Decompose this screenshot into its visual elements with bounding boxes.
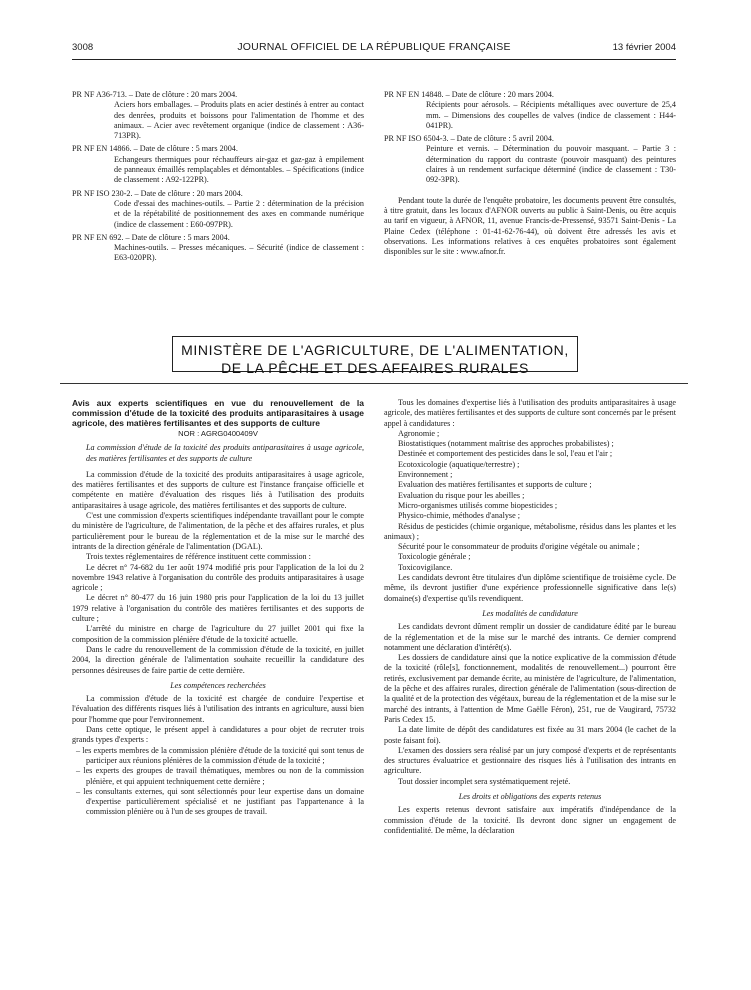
consultation-paragraph: Pendant toute la durée de l'enquête probatoire, les documents peuvent être consultés, à titre gratuit, dans les locaux d'AFNOR ouverts au public à Saint-Denis, ou être acquis au tarif en vigueur, à AFNOR, 11, avenue Francis-de-Pressensé, 93571 Saint-Denis - La Plaine Cedex (téléphone : 01-41-62-76-44), où doivent être adressés les avis et observations. Les informations relatives à ces enquêtes probatoires sont également disponibles sur le site : www.afnor.fr. [384,195,676,257]
domain-item: Biostatistiques (notamment maîtrise des approches probabilistes) ; [398,439,614,449]
body-paragraph: Tout dossier incomplet sera systématiquement rejeté. [398,776,571,786]
standard-entry-head: PR NF A36-713. – Date de clôture : 20 mars 2004. [72,90,238,99]
issue-date: 13 février 2004 [612,42,676,53]
body-paragraph: Dans cette optique, le présent appel à candidatures a pour objet de recruter trois grands types d'experts : [72,725,364,745]
standard-entry-head: PR NF EN 14848. – Date de clôture : 20 mars 2004. [384,90,554,99]
body-paragraph: Les dossiers de candidature ainsi que la notice explicative de la commission d'étude de la toxicité (rôle[s], fonctionnement, modalités de renouvellement...) pourront être retirés, exclusivement par demande écrite, au ministère de l'agriculture, de l'alimentation, de la pêche et des affaires rurales, direction générale de l'alimentation (sous-direction de la qualité et de la protection des végétaux, bureau de la réglementation et de la mise sur le marché des intrants, à l'attention de Mme Gaëlle Féron), 251, rue de Vaugirard, 75732 Paris Cedex 15. [384,653,676,724]
standard-entry-head: PR NF EN 14866. – Date de clôture : 5 mars 2004. [72,144,238,154]
domain-item: Physico-chimie, méthodes d'analyse ; [398,511,520,521]
standard-entry-body: Echangeurs thermiques pour réchauffeurs air-gaz et gaz-gaz à empilement de panneaux émaillés remplaçables et démontables. – Spécifications (indice de classement : A92-122PR). [114,154,364,185]
page-header [72,40,676,56]
expert-type-item: – les experts des groupes de travail thématiques, membres ou non de la commission plénière, et qui appuient techniquement cette dernière ; [76,766,364,786]
body-paragraph: L'arrêté du ministre en charge de l'agriculture du 27 juillet 2001 qui fixe la composition de la commission plénière d'étude de la toxicité actuelle. [72,624,364,644]
section-subheading: Les droits et obligations des experts retenus [458,791,602,801]
domain-item: Micro-organismes utilisés comme biopesticides ; [398,500,558,510]
body-paragraph: Tous les domaines d'expertise liés à l'utilisation des produits antiparasitaires à usage agricole, des matières fertilisantes et des supports de culture sont concernés par le présent appel à candidatures : [384,398,676,428]
standard-entry-body: Code d'essai des machines-outils. – Partie 2 : détermination de la précision et de la répétabilité de positionnement des axes en commande numérique (indice de classement : E60-097PR). [114,198,364,229]
standard-entry [72,233,364,264]
nor-reference: NOR : AGRG0400409V [178,429,258,438]
standard-entry-head: PR NF ISO 6504-3. – Date de clôture : 5 avril 2004. [384,134,554,144]
body-paragraph: La commission d'étude de la toxicité des produits antiparasitaires à usage agricole, des matières fertilisantes et des supports de culture est l'instance française officielle et compétente en matière d'évaluation des risques liés à l'utilisation des produits antiparasitaires à usage agricole, des matières fertilisantes et des supports de culture. [72,469,364,510]
body-paragraph: La date limite de dépôt des candidatures est fixée au 31 mars 2004 (le cachet de la poste faisant foi). [384,725,676,745]
domain-item: Résidus de pesticides (chimie organique, métabolisme, résidus dans les plantes et les animaux) ; [384,521,676,541]
standard-entry-head: PR NF EN 692. – Date de clôture : 5 mars 2004. [72,232,230,242]
avis-column-right [384,398,676,836]
ministry-banner-line: MINISTÈRE DE L'AGRICULTURE, DE L'ALIMENTATION, [181,342,569,358]
avis-column-left [72,398,364,818]
avis-intro: La commission d'étude de la toxicité des produits antiparasitaires à usage agricole, des matières fertilisantes et des supports de culture [86,443,364,463]
header-rule [72,59,676,60]
expert-type-item: – les experts membres de la commission plénière d'étude de la toxicité qui sont tenus de participer aux réunions plénières de la commission d'étude de la toxicité ; [76,745,364,765]
body-paragraph: Dans le cadre du renouvellement de la commission d'étude de la toxicité, en juillet 2004, la direction générale de l'alimentation souhaite recueillir la candidature des personnes désireuses de faire partie de cette dernière. [72,644,364,675]
body-paragraph: Le décret n° 80-477 du 16 juin 1980 pris pour l'application de la loi du 13 juillet 1979 relative à l'organisation du contrôle des matières fertilisantes et des supports de culture ; [72,593,364,624]
domain-item: Evaluation des matières fertilisantes et supports de culture ; [398,480,592,490]
domain-item: Sécurité pour le consommateur de produits d'origine végétale ou animale ; [398,542,640,552]
domain-item: Agronomie ; [398,428,440,438]
domain-item: Environnement ; [398,470,453,480]
standard-entry [384,90,676,131]
section-subheading: Les compétences recherchées [170,680,266,690]
journal-title: JOURNAL OFFICIEL DE LA RÉPUBLIQUE FRANÇAISE [237,41,511,53]
standard-entry [72,90,364,141]
avis-title: Avis aux experts scientifiques en vue du renouvellement de la commission d'étude de la toxicité des produits antiparasitaires à usage agricole, des matières fertilisantes et des supports de culture [72,398,364,428]
body-paragraph: Le décret n° 74-682 du 1er août 1974 modifié pris pour l'application de la loi du 2 novembre 1943 relative à l'organisation du contrôle des produits antiparasitaires à usage agricole ; [72,562,364,593]
standard-entry [72,189,364,230]
standards-list-left [72,90,364,267]
body-paragraph: Trois textes réglementaires de référence instituent cette commission : [86,552,311,562]
standard-entry-body: Aciers hors emballages. – Produits plats en acier destinés à entrer au contact des denrées, produits et boissons pour l'alimentation de l'homme et des animaux. – Acier avec revêtement organique (indice de classement : A36-713PR). [114,100,364,141]
standard-entry-body: Peinture et vernis. – Détermination du pouvoir masquant. – Partie 3 : détermination du rapport du contraste (pouvoir masquant) des peintures claires à un rendement surfacique déterminé (indice de classement : T30-092-3PR). [426,144,676,185]
standard-entry [384,134,676,185]
standards-list-right [384,90,676,257]
domain-item: Toxicovigilance. [398,562,453,572]
standard-entry-body: Machines-outils. – Presses mécaniques. – Sécurité (indice de classement : E63-020PR). [114,243,364,263]
section-divider [60,383,688,384]
body-paragraph: Les candidats devront être titulaires d'un diplôme scientifique de troisième cycle. De même, ils devront justifier d'une expérience professionnelle significative dans le(s) domaine(s) d'expertise qu'ils revendiquent. [384,573,676,603]
body-paragraph: C'est une commission d'experts scientifiques indépendante travaillant pour le compte du ministère de l'agriculture, de l'alimentation, de la pêche et des affaires rurales, et plus particulièrement pour le bureau de la réglementation et de la mise sur le marché des intrants de la direction générale de l'alimentation (DGAL). [72,511,364,551]
ministry-banner [172,336,578,376]
ministry-banner-line: DE LA PÊCHE ET DES AFFAIRES RURALES [221,360,529,376]
body-paragraph: Les candidats devront dûment remplir un dossier de candidature édité par le bureau de la réglementation et de la mise sur le marché des intrants. Ce dernier comprend notamment une déclaration d'intérêt(s). [384,622,676,652]
domain-item: Toxicologie générale ; [398,552,471,562]
body-paragraph: La commission d'étude de la toxicité est chargée de conduire l'expertise et l'évaluation des différents risques liés à l'utilisation des intrants en agriculture, aussi bien pour l'homme que pour l'environnement. [72,694,364,724]
standard-entry [72,144,364,185]
expert-type-item: – les consultants externes, qui sont sélectionnés pour leur expertise dans un domaine d'expertise particulièrement spécialisé et ne justifiant pas l'appartenance à la commission plénière ou à l'un de ses groupes de travail. [76,786,364,817]
section-subheading: Les modalités de candidature [482,608,578,618]
standard-entry-body: Récipients pour aérosols. – Récipients métalliques avec ouverture de 25,4 mm. – Dimensions des coupelles de valves (indice de classement : H44-041PR). [426,100,676,130]
page-number: 3008 [72,42,94,53]
domain-item: Evaluation du risque pour les abeilles ; [398,490,525,500]
domain-item: Destinée et comportement des pesticides dans le sol, l'eau et l'air ; [398,449,613,459]
standard-entry-head: PR NF ISO 230-2. – Date de clôture : 20 mars 2004. [72,188,243,198]
body-paragraph: Les experts retenus devront satisfaire aux impératifs d'indépendance de la commission d'étude de la toxicité. Ils devront donc signer un engagement de confidentialité. De même, la déclaration [384,805,676,835]
body-paragraph: L'examen des dossiers sera réalisé par un jury composé d'experts et de représentants des structures évaluatrice et gestionnaire des risques liés à l'utilisation des intrants en agriculture. [384,745,676,776]
domain-item: Ecotoxicologie (aquatique/terrestre) ; [398,459,520,469]
